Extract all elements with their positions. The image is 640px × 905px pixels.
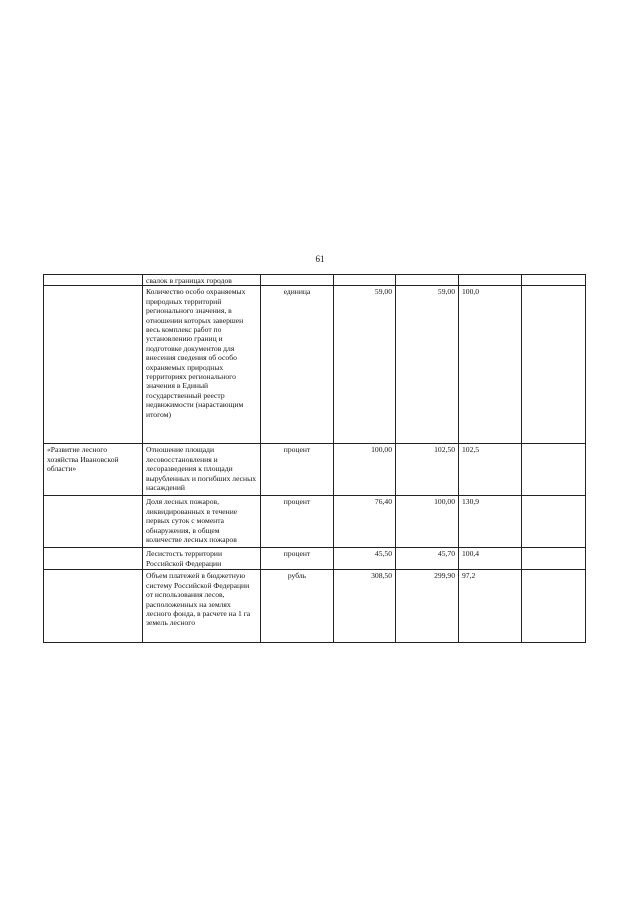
indicator-name: Лесистость территории Российской Федерации (146, 549, 223, 568)
indicator-cell (143, 496, 261, 548)
plan-value-cell: 59,00 (334, 286, 396, 444)
plan-value-cell: 45,50 (334, 548, 396, 570)
percent-cell: 97,2 (459, 570, 522, 643)
plan-value-cell: 76,40 (334, 496, 396, 548)
table-row (44, 444, 586, 496)
indicator-cell (143, 548, 261, 570)
indicator-name: Доля лесных пожаров, ликвидированных в течение первых суток с момента обнаружения, в общем количестве лесных пожаров (146, 497, 238, 545)
unit-cell: единица (261, 286, 334, 444)
unit-cell: процент (261, 548, 334, 570)
percent-cell: 102,5 (459, 444, 522, 496)
program-cell (44, 548, 143, 570)
fact-value-cell: 102,50 (396, 444, 459, 496)
indicator-cell (143, 444, 261, 496)
table-row (44, 570, 586, 643)
indicators-table (43, 274, 586, 643)
percent-cell: 100,4 (459, 548, 522, 570)
plan-value-cell: 308,50 (334, 570, 396, 643)
indicator-name: Отношение площади лесовосстановления и лесоразведения к площади вырубленных и погибших лесных насаждений (146, 445, 256, 493)
indicator-name: Количество особо охраняемых природных территорий регионального значения, в отношении которых завершен весь комплекс работ по установлению границ и подготовке документов для внесения сведения об особо охраняемых природных территориях регионального значения в Единый государственный реестр недвижимости (нарастающим итогом) (146, 287, 246, 419)
fact-value-cell: 45,70 (396, 548, 459, 570)
program-cell (44, 275, 143, 286)
unit-cell: процент (261, 444, 334, 496)
percent-cell: 130,9 (459, 496, 522, 548)
percent-cell (459, 275, 522, 286)
note-cell (522, 570, 586, 643)
program-cell (44, 570, 143, 643)
indicator-name: Объем платежей в бюджетную систему Российской Федерации от использования лесов, расположенных на землях лесного фонда, в расчете на 1 га земель лесного (146, 571, 251, 628)
plan-value-cell (334, 275, 396, 286)
unit-cell: рубль (261, 570, 334, 643)
fact-value-cell (396, 275, 459, 286)
note-cell (522, 275, 586, 286)
note-cell (522, 286, 586, 444)
unit-cell (261, 275, 334, 286)
page-number: 61 (315, 254, 325, 264)
table-row (44, 286, 586, 444)
note-cell (522, 444, 586, 496)
program-cell (44, 286, 143, 444)
program-cell (44, 496, 143, 548)
fact-value-cell: 59,00 (396, 286, 459, 444)
percent-cell: 100,0 (459, 286, 522, 444)
indicator-name: свалок в границах городов (146, 276, 232, 285)
fact-value-cell: 100,00 (396, 496, 459, 548)
indicator-cell (143, 570, 261, 643)
note-cell (522, 548, 586, 570)
table-row (44, 275, 586, 286)
table-row (44, 548, 586, 570)
indicator-cell (143, 286, 261, 444)
program-cell (44, 444, 143, 496)
table-row (44, 496, 586, 548)
unit-cell: процент (261, 496, 334, 548)
indicator-cell (143, 275, 261, 286)
fact-value-cell: 299,90 (396, 570, 459, 643)
program-name: «Развитие лесного хозяйства Ивановской области» (47, 445, 119, 474)
plan-value-cell: 100,00 (334, 444, 396, 496)
note-cell (522, 496, 586, 548)
